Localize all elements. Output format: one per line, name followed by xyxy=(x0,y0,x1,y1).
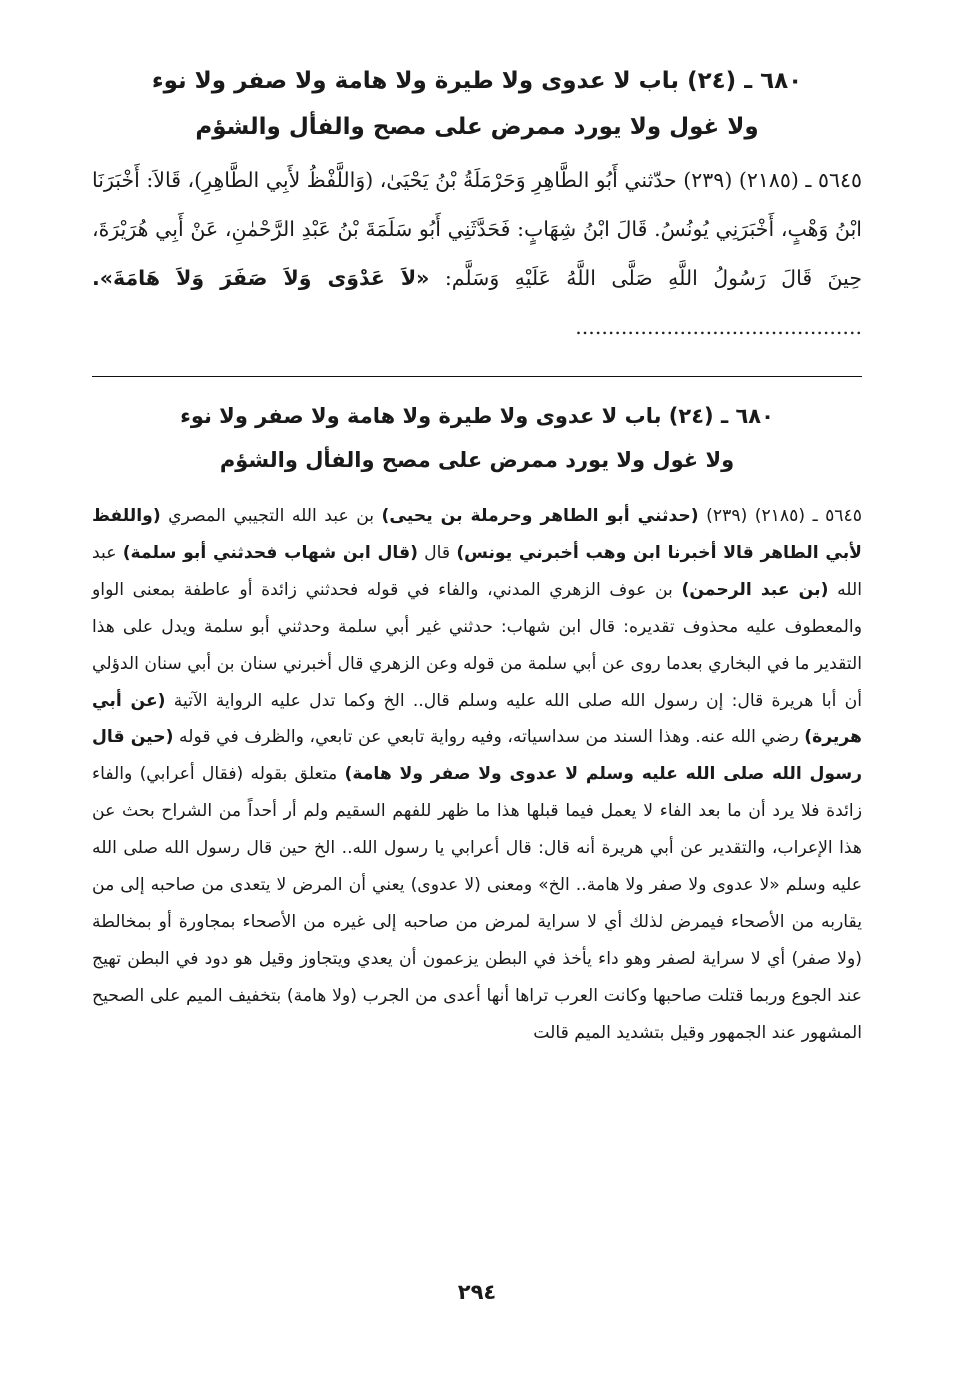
commentary-heading-line-2: ولا غول ولا يورد ممرض على مصح والفأل والشؤم xyxy=(219,448,735,472)
commentary-quoted-text: (حدثني أبو الطاهر وحرملة بن يحيى) xyxy=(381,506,699,526)
section-divider xyxy=(92,376,862,377)
commentary-quoted-text: (قال ابن شهاب فحدثني أبو سلمة) xyxy=(122,542,418,563)
commentary-text xyxy=(92,498,862,1052)
commentary-heading xyxy=(92,394,862,482)
chapter-heading-line-1: ٦٨٠ ـ (٢٤) باب لا عدوى ولا طيرة ولا هامة ولا صفر ولا نوء xyxy=(151,68,803,94)
hadith-text xyxy=(92,156,862,352)
dotted-leader: ............................................ xyxy=(575,315,862,339)
hadith-section xyxy=(92,58,862,352)
commentary-quoted-text: (حين قال رسول الله صلى الله عليه وسلم لا عدوى ولا صفر ولا هامة) xyxy=(92,727,862,785)
commentary-quoted-text: (واللفظ لأبي الطاهر قالا أخبرنا ابن وهب أخبرني يونس) xyxy=(92,506,862,563)
commentary-segment: بن عبد الله التجيبي المصري xyxy=(160,506,382,526)
page-number: ٢٩٤ xyxy=(457,1280,497,1304)
commentary-quoted-text: (عن أبي هريرة) xyxy=(92,690,862,748)
commentary-segment: رضي الله عنه. وهذا السند من سداسياته، وفيه رواية تابعي عن تابعي، والظرف في قوله xyxy=(173,727,805,748)
commentary-segment: عبد الله xyxy=(92,542,862,600)
commentary-heading-line-1: ٦٨٠ ـ (٢٤) باب لا عدوى ولا طيرة ولا هامة ولا صفر ولا نوء xyxy=(180,404,774,428)
commentary-segment: ٥٦٤٥ ـ (٢١٨٥) (٢٣٩) xyxy=(698,506,863,526)
chapter-heading-line-2: ولا غول ولا يورد ممرض على مصح والفأل والشؤم xyxy=(195,114,759,140)
commentary-segment: قال xyxy=(417,542,457,563)
commentary-quoted-text: (بن عبد الرحمن) xyxy=(681,579,829,600)
commentary-segment: متعلق بقوله (فقال أعرابي) والفاء زائدة فلا يرد أن ما بعد الفاء لا يعمل فيما قبلها هذا ما ظهر للفهم السقيم ولم أر أحداً من الشراح بحث عن هذا الإعراب، والتقدير عن أبي هريرة أنه قال: قال أعرابي يا رسول الله.. الخ حين قال رسول الله صلى الله عليه وسلم «لا عدوى ولا صفر ولا هامة.. الخ» ومعنى (لا عدوى) يعني أن المرض لا يتعدى من صاحبه إلى من يقاربه من الأصحاء فيمرض لذلك أي لا سراية لمرض من صاحبه إلى غيره من الأصحاء بمجاورة أو بمخالطة (ولا صفر) أي لا سراية لصفر وهو داء يأخذ في البطن يزعمون أن يعدي ويتجاوز وقيل هو دود في البطن تهيج عند الجوع وربما قتلت صاحبها وكانت العرب تراها أنها أعدى من الجرب (ولا هامة) بتخفيف الميم على الصحيح المشهور عند الجمهور وقيل بتشديد الميم قالت xyxy=(92,764,862,1043)
commentary-segment: بن عوف الزهري المدني، والفاء في قوله فحدثني زائدة أو عاطفة بمعنى الواو والمعطوف عليه محذوف تقديره: قال ابن شهاب: حدثني غير أبي سلمة وحدثني أبو سلمة ويدل على هذا التقدير ما في البخاري بعدما روى عن أبي سلمة من قوله وعن الزهري قال أخبرني سنان بن أبي سنان الدؤلي أن أبا هريرة قال: إن رسول الله صلى الله عليه وسلم قال.. الخ وكما تدل عليه الرواية الآتية xyxy=(92,579,862,711)
hadith-matn-quote: «لاَ عَدْوَى وَلاَ صَفَرَ وَلاَ هَامَةَ». xyxy=(92,266,430,290)
hadith-isnad: ٥٦٤٥ ـ (٢١٨٥) (٢٣٩) حدّثني أَبُو الطَّاهِرِ وَحَرْمَلَةُ بْنُ يَحْيَىٰ، (وَاللَّفْظُ لأَبِي الطَّاهِرِ)، قَالاَ: أَخْبَرَنَا ابْنُ وَهْبٍ، أَخْبَرَنِي يُونُسُ. قَالَ ابْنُ شِهَابٍ: فَحَدَّثَنِي أَبُو سَلَمَةَ بْنُ عَبْدِ الرَّحْمٰنِ، عَنْ أَبِي هُرَيْرَةَ، حِينَ قَالَ رَسُولُ اللَّهِ صَلَّى اللَّهُ عَلَيْهِ وَسَلَّم: xyxy=(92,168,862,290)
chapter-heading xyxy=(92,58,862,150)
book-page xyxy=(92,58,862,1358)
commentary-section xyxy=(92,394,862,1052)
